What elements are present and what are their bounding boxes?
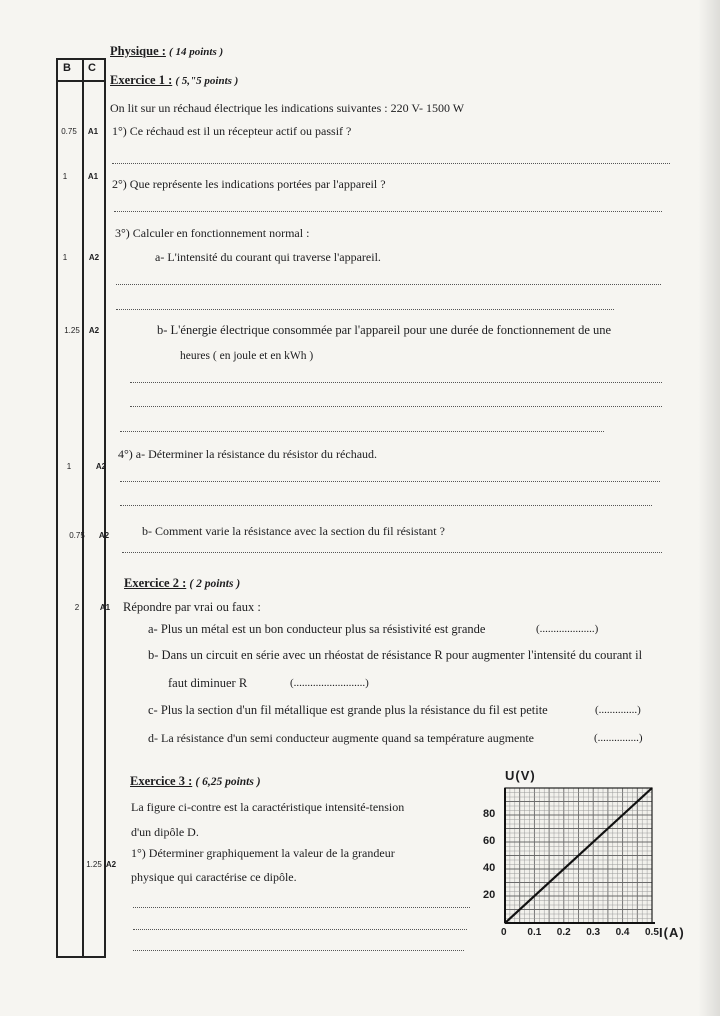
exercise-2-intro: Répondre par vrai ou faux : xyxy=(123,600,261,614)
answer-line[interactable] xyxy=(116,309,614,310)
competence-code: A1 xyxy=(99,603,111,612)
competence-code: A2 xyxy=(95,462,107,471)
bareme-value: 1.25 xyxy=(86,860,102,869)
true-false-item-b: b- Dans un circuit en série avec un rhéostat de résistance R pour augmenter l'intensité du courant il xyxy=(148,648,643,662)
y-tick-label: 20 xyxy=(483,889,496,901)
answer-line[interactable] xyxy=(130,382,662,383)
u-i-characteristic-graph xyxy=(497,786,657,931)
competence-code: A1 xyxy=(87,127,99,136)
x-tick-label: 0.3 xyxy=(586,927,601,938)
true-false-blank-a[interactable]: (....................) xyxy=(536,623,599,635)
competence-code: A2 xyxy=(88,326,100,335)
answer-line[interactable] xyxy=(130,406,662,407)
true-false-item-a: a- Plus un métal est un bon conducteur plus sa résistivité est grande xyxy=(148,622,486,636)
competence-code: A2 xyxy=(105,860,117,869)
true-false-blank-d[interactable]: (...............) xyxy=(594,732,643,744)
answer-line[interactable] xyxy=(120,431,604,432)
table-line-left xyxy=(56,58,58,958)
question-2: 2°) Que représente les indications portées par l'appareil ? xyxy=(112,177,386,191)
x-axis-label: I(A) xyxy=(659,925,685,940)
true-false-item-c: c- Plus la section d'un fil métallique est grande plus la résistance du fil est petite xyxy=(148,703,548,717)
answer-line[interactable] xyxy=(112,163,670,164)
true-false-blank-b[interactable]: (..........................) xyxy=(290,677,369,689)
bareme-value: 2 xyxy=(74,603,80,612)
graph-canvas xyxy=(497,786,657,931)
answer-line[interactable] xyxy=(133,950,464,951)
question-3: 3°) Calculer en fonctionnement normal : xyxy=(115,226,310,240)
question-3a: a- L'intensité du courant qui traverse l'appareil. xyxy=(155,250,381,264)
table-line-mid xyxy=(82,58,84,958)
y-tick-label: 80 xyxy=(483,808,496,820)
exercise-3-question-1: 1°) Déterminer graphiquement la valeur de la grandeur xyxy=(131,846,395,860)
exercise-1-intro: On lit sur un réchaud électrique les indications suivantes : 220 V- 1500 W xyxy=(110,101,465,115)
table-header-b: B xyxy=(63,62,71,74)
question-4a: 4°) a- Déterminer la résistance du résistor du réchaud. xyxy=(118,447,378,461)
x-tick-label: 0.1 xyxy=(527,927,542,938)
competence-code: A1 xyxy=(87,172,99,181)
table-header-c: C xyxy=(88,62,96,74)
page-edge-shadow xyxy=(698,0,720,1016)
answer-line[interactable] xyxy=(120,481,660,482)
exercise-3-title: Exercice 3 : ( 6,25 points ) xyxy=(130,774,261,788)
y-tick-label: 40 xyxy=(483,862,496,874)
answer-line[interactable] xyxy=(120,505,652,506)
x-tick-label: 0.2 xyxy=(556,927,571,938)
y-tick-label: 60 xyxy=(483,835,496,847)
exercise-3-question-1-cont: physique qui caractérise ce dipôle. xyxy=(131,870,297,884)
answer-line[interactable] xyxy=(133,907,470,908)
section-title: Physique : ( 14 points ) xyxy=(110,44,224,58)
x-tick-label: 0.4 xyxy=(615,927,630,938)
exercise-3-text-1: La figure ci-contre est la caractéristique intensité-tension xyxy=(131,800,405,814)
true-false-item-d: d- La résistance d'un semi conducteur augmente quand sa température augmente xyxy=(148,731,535,745)
table-line-right xyxy=(104,58,106,958)
true-false-blank-c[interactable]: (..............) xyxy=(595,704,641,716)
answer-line[interactable] xyxy=(114,211,662,212)
bareme-value: 1.25 xyxy=(64,326,80,335)
question-3b-cont: heures ( en joule et en kWh ) xyxy=(180,350,314,362)
bareme-value: 1 xyxy=(66,462,72,471)
table-line-top xyxy=(56,58,106,60)
x-tick-label: 0.5 xyxy=(645,927,659,938)
question-3b: b- L'énergie électrique consommée par l'appareil pour une durée de fonctionnement de une xyxy=(157,323,612,337)
answer-line[interactable] xyxy=(133,929,467,930)
table-line-header xyxy=(56,80,106,82)
bareme-value: 1 xyxy=(62,172,68,181)
competence-code: A2 xyxy=(88,253,100,262)
competence-code: A2 xyxy=(98,531,110,540)
question-4b: b- Comment varie la résistance avec la section du fil résistant ? xyxy=(142,524,445,538)
true-false-item-b-cont: faut diminuer R xyxy=(168,676,248,690)
exercise-3-text-2: d'un dipôle D. xyxy=(131,825,199,839)
bareme-value: 0.75 xyxy=(69,531,85,540)
y-axis-label: U(V) xyxy=(505,768,536,783)
exercise-1-title: Exercice 1 : ( 5,"5 points ) xyxy=(110,73,239,87)
answer-line[interactable] xyxy=(116,284,661,285)
bareme-value: 0.75 xyxy=(61,127,77,136)
question-1: 1°) Ce réchaud est il un récepteur actif ou passif ? xyxy=(112,124,352,138)
bareme-value: 1 xyxy=(62,253,68,262)
answer-line[interactable] xyxy=(122,552,662,553)
table-line-bottom xyxy=(56,956,106,958)
exercise-2-title: Exercice 2 : ( 2 points ) xyxy=(124,576,241,590)
x-tick-label: 0 xyxy=(501,927,507,938)
